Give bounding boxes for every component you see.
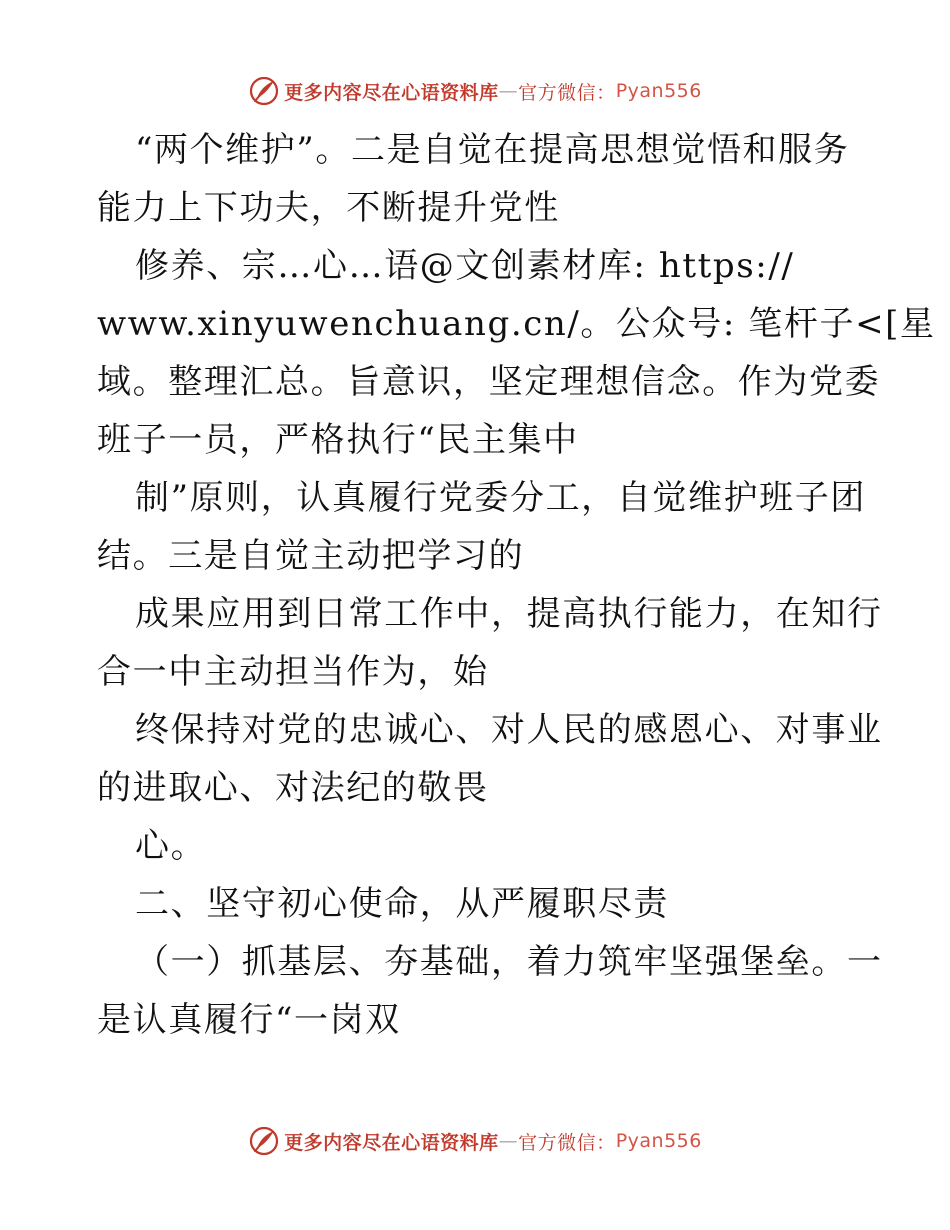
banner-separator: — bbox=[498, 1130, 519, 1152]
section-heading: 二、坚守初心使命，从严履职尽责 bbox=[135, 884, 669, 924]
banner-wechat-id: Pyan556 bbox=[615, 80, 702, 102]
banner-separator: — bbox=[498, 80, 519, 102]
body-line: 域。整理汇总。旨意识，坚定理想信念。作为党委 bbox=[97, 362, 881, 402]
body-line: 制”原则，认真履行党委分工，自觉维护班子团 bbox=[135, 478, 866, 518]
body-line: 心。 bbox=[135, 826, 207, 866]
document-body bbox=[97, 121, 936, 1049]
feather-pen-logo-icon bbox=[248, 75, 280, 107]
subsection-heading: （一）抓基层、夯基础，着力筑牢坚强堡垒。一 bbox=[135, 942, 883, 982]
header-banner bbox=[0, 71, 950, 111]
body-line: 的进取心、对法纪的敬畏 bbox=[97, 768, 489, 808]
banner-wechat-label: 官方微信： bbox=[518, 81, 616, 104]
body-line: 终保持对党的忠诚心、对人民的感恩心、对事业 bbox=[135, 710, 883, 750]
footer-banner bbox=[0, 1121, 950, 1161]
banner-wechat-id: Pyan556 bbox=[615, 1130, 702, 1152]
body-line: 班子一员，严格执行“民主集中 bbox=[97, 420, 579, 460]
body-line: “两个维护”。二是自觉在提高思想觉悟和服务 bbox=[135, 130, 850, 170]
banner-wechat-label: 官方微信： bbox=[518, 1131, 616, 1154]
feather-pen-logo-icon bbox=[248, 1125, 280, 1157]
body-line: 能力上下功夫，不断提升党性 bbox=[97, 188, 560, 228]
body-line: 结。三是自觉主动把学习的 bbox=[97, 536, 525, 576]
body-line: 成果应用到日常工作中，提高执行能力，在知行 bbox=[135, 594, 883, 634]
body-line: 是认真履行“一岗双 bbox=[97, 1000, 401, 1040]
body-line: 修养、宗…心…语@文创素材库: https:// bbox=[135, 246, 795, 286]
body-line: www.xinyuwenchuang.cn/。公众号: 笔杆子<[星 bbox=[97, 304, 936, 344]
body-line: 合一中主动担当作为，始 bbox=[97, 652, 489, 692]
banner-library-text: 更多内容尽在心语资料库 bbox=[284, 1131, 499, 1154]
banner-library-text: 更多内容尽在心语资料库 bbox=[284, 81, 499, 104]
